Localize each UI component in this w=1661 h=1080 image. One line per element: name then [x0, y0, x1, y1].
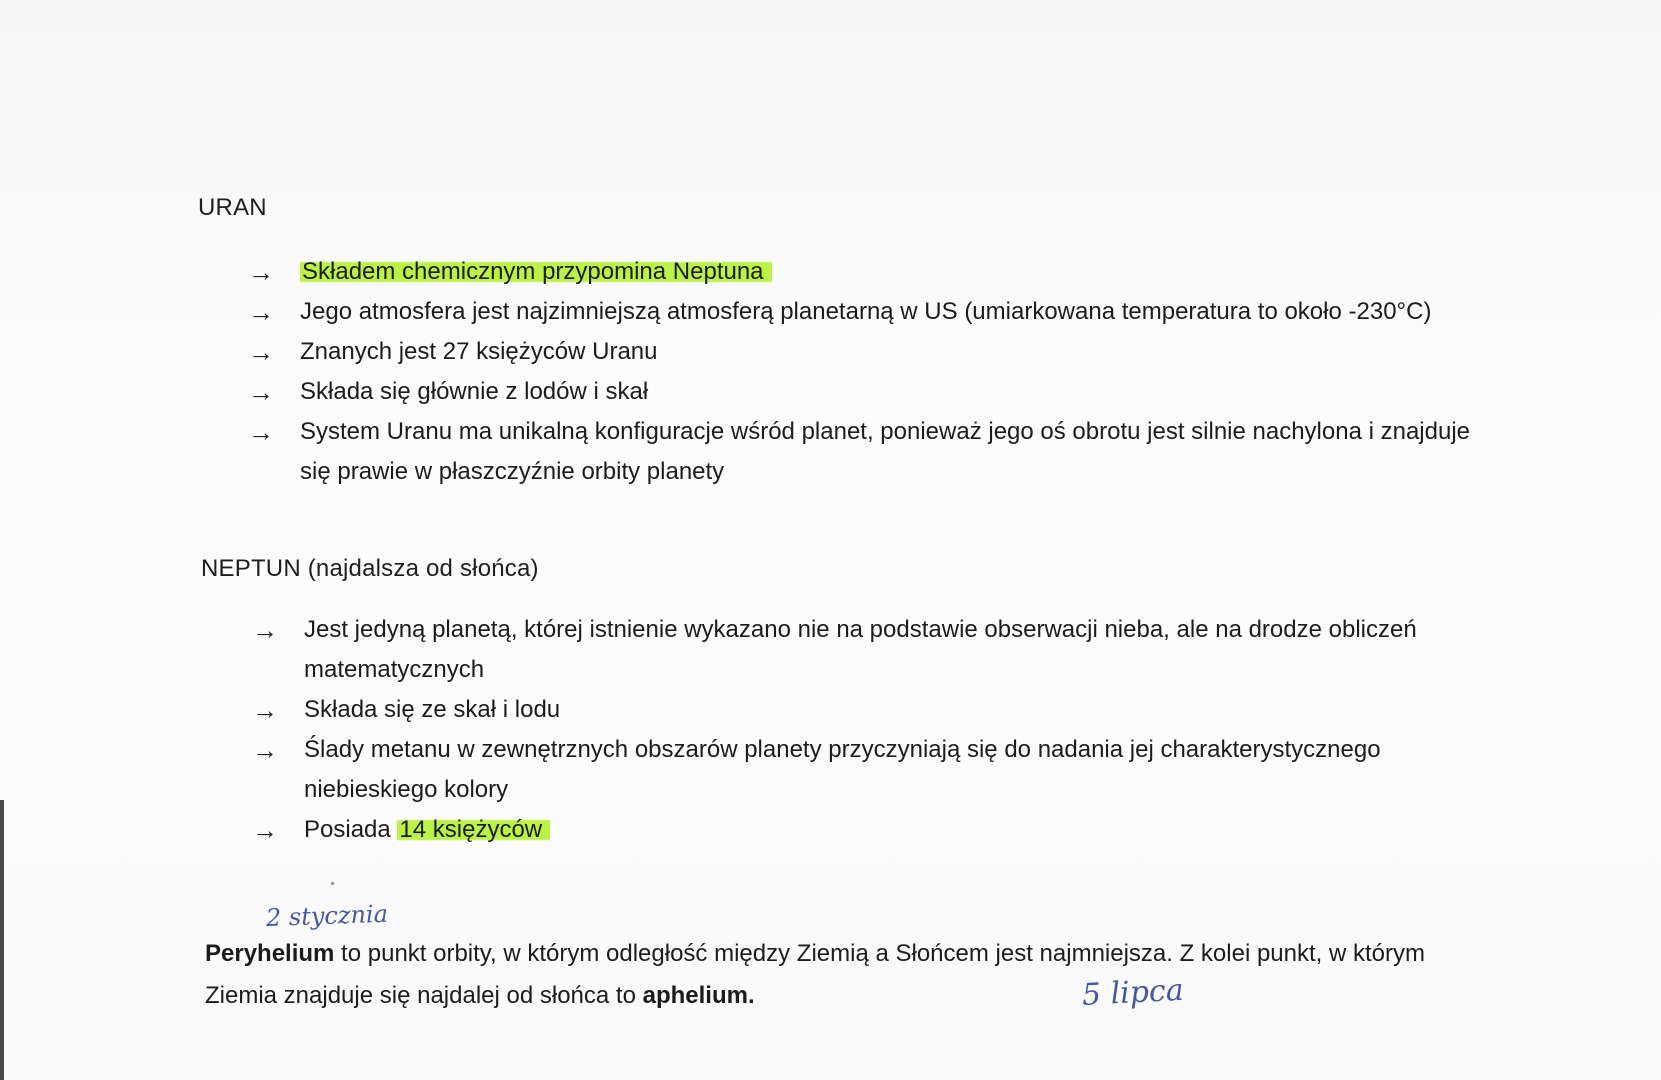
neptun-list: [252, 610, 1504, 850]
list-item-text: Składa się ze skał i lodu: [304, 696, 561, 723]
arrow-icon: →: [248, 297, 274, 327]
pen-dot: [331, 882, 334, 885]
uran-list: [248, 252, 1500, 492]
list-item: [248, 412, 1500, 492]
paragraph-text: to punkt orbity, w którym odległość między Ziemią a Słońcem jest najmniejsza. Z kolei punkt, w którym Ziemia znajduje się najdalej od słońca to: [205, 940, 1426, 1009]
list-item-text: Znanych jest 27 księżyców Uranu: [300, 338, 658, 365]
neptun-heading: NEPTUN (najdalsza od słońca): [201, 555, 539, 582]
list-item: [248, 252, 1500, 292]
list-item: [248, 372, 1500, 412]
arrow-icon: →: [252, 735, 278, 765]
term-aphelium: aphelium.: [642, 982, 755, 1009]
list-item: [248, 332, 1500, 372]
arrow-icon: →: [248, 257, 274, 287]
list-item: [252, 730, 1504, 810]
arrow-icon: →: [248, 377, 274, 407]
highlighted-text: 14 księżyców: [397, 816, 550, 843]
page-edge-shadow: [0, 800, 4, 1080]
arrow-icon: →: [248, 417, 274, 447]
list-item: [252, 690, 1504, 730]
arrow-icon: →: [252, 815, 278, 845]
list-item-text: Ślady metanu w zewnętrznych obszarów planety przyczyniają się do nadania jej charakterystycznego niebieskiego kolory: [304, 736, 1381, 803]
list-item-text: Posiada: [304, 816, 398, 843]
handwritten-note-date2: 5 lipca: [1081, 972, 1185, 1013]
perihelion-paragraph: [205, 933, 1465, 1017]
highlighted-text: Składem chemicznym przypomina Neptuna: [300, 258, 772, 285]
term-peryhelium: Peryhelium: [205, 940, 335, 967]
arrow-icon: →: [248, 337, 274, 367]
list-item: [252, 610, 1504, 690]
list-item-text: Jego atmosfera jest najzimniejszą atmosferą planetarną w US (umiarkowana temperatura to około -230°C): [300, 298, 1432, 325]
list-item-text: Jest jedyną planetą, której istnienie wykazano nie na podstawie obserwacji nieba, ale na drodze obliczeń matematycznych: [304, 616, 1417, 683]
arrow-icon: →: [252, 695, 278, 725]
arrow-icon: →: [252, 615, 278, 645]
list-item: [252, 810, 1504, 850]
uran-heading: URAN: [198, 194, 267, 221]
list-item-text: Składa się głównie z lodów i skał: [300, 378, 649, 405]
list-item-text: System Uranu ma unikalną konfiguracje wśród planet, ponieważ jego oś obrotu jest silnie nachylona i znajduje się prawie w płaszczyźnie orbity planety: [300, 418, 1470, 485]
handwritten-note-date1: 2 stycznia: [265, 899, 389, 932]
list-item: [248, 292, 1500, 332]
